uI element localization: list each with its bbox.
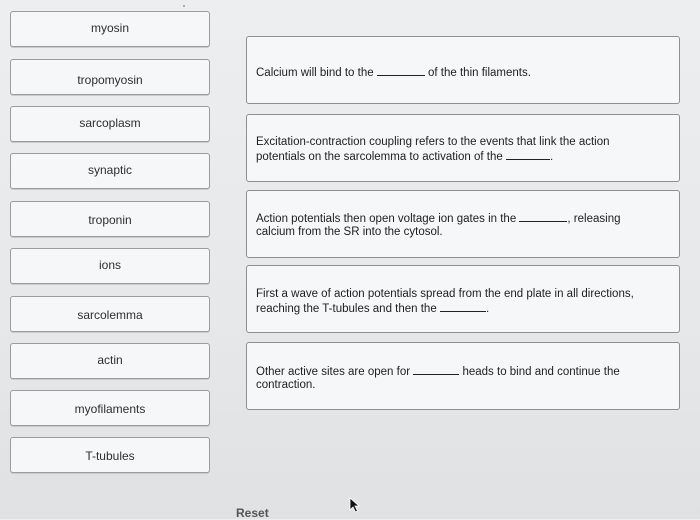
statement-text-before: First a wave of action potentials spread from the end plate in all directions, reaching the T-tubules and then the <box>256 288 634 315</box>
term-label: myosin <box>90 21 129 35</box>
answer-blank[interactable] <box>440 301 486 312</box>
term-label: tropomyosin <box>77 73 143 87</box>
term-chip-sarcolemma[interactable] <box>10 296 210 332</box>
statement-text-after: , releasing calcium from the SR into the cytosol. <box>256 213 621 238</box>
statement-drop-target[interactable] <box>246 36 680 104</box>
statement-text-before: Excitation-contraction coupling refers to the events that link the action potentials on the sarcolemma to activation of the <box>256 136 610 163</box>
term-chip-actin[interactable] <box>10 343 210 379</box>
term-label: T-tubules <box>85 449 135 463</box>
statement-text-after: . <box>485 303 490 315</box>
term-chip-troponin[interactable] <box>10 201 210 237</box>
statement-text <box>256 136 646 164</box>
term-label: myofilaments <box>74 402 146 416</box>
statement-text-after: of the thin filaments. <box>428 67 531 79</box>
answer-blank[interactable] <box>506 149 550 160</box>
statement-text-before: Calcium will bind to the <box>256 67 374 79</box>
statement-text <box>256 211 656 239</box>
statement-text-before: Other active sites are open for <box>256 366 411 378</box>
term-chip-synaptic[interactable] <box>10 153 210 189</box>
term-chip-myofilaments[interactable] <box>10 390 210 426</box>
term-chip-sarcoplasm[interactable] <box>10 106 210 142</box>
term-label: troponin <box>88 213 132 227</box>
term-label: ions <box>98 258 121 272</box>
answer-blank[interactable] <box>413 364 459 375</box>
term-chip-myosin[interactable] <box>10 11 210 47</box>
term-label: sarcoplasm <box>79 116 141 130</box>
answer-blank[interactable] <box>377 65 425 76</box>
statement-text-after: heads to bind and continue the contraction. <box>256 366 620 391</box>
statement-text-before: Action potentials then open voltage ion gates in the <box>256 213 517 225</box>
decorative-dot <box>183 5 185 7</box>
mouse-pointer-icon <box>348 497 362 513</box>
answer-blank[interactable] <box>519 211 567 222</box>
statement-text-after: . <box>549 151 554 163</box>
term-label: actin <box>97 353 123 367</box>
statement-text <box>256 364 656 392</box>
statement-drop-target[interactable] <box>246 114 680 182</box>
statement-drop-target[interactable] <box>246 265 680 333</box>
term-chip-tropomyosin[interactable] <box>10 59 210 95</box>
statement-text <box>256 65 669 80</box>
term-chip-t-tubules[interactable] <box>10 437 210 473</box>
statement-drop-target[interactable] <box>246 342 680 410</box>
statement-drop-target[interactable] <box>246 190 680 258</box>
statement-text <box>256 288 668 316</box>
term-chip-ions[interactable] <box>10 248 210 284</box>
term-label: synaptic <box>87 163 133 177</box>
term-label: sarcolemma <box>77 308 143 322</box>
reset-button[interactable]: Reset <box>236 506 269 520</box>
